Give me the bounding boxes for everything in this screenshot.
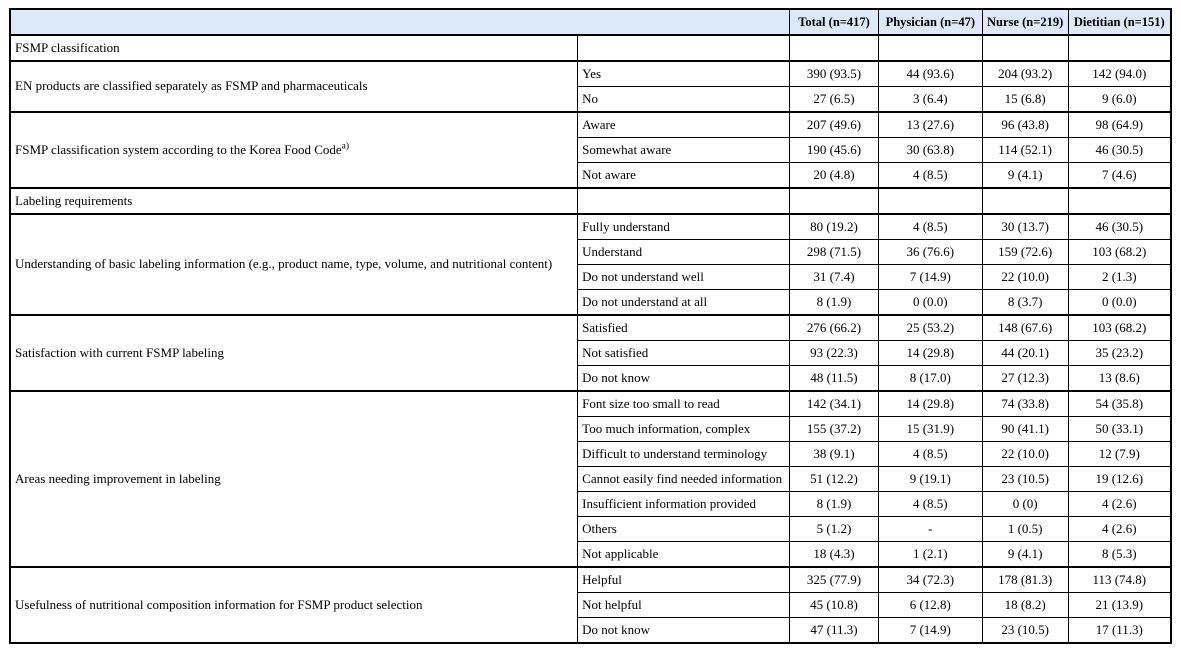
option-cell: Fully understand [578, 214, 790, 240]
value-cell: 35 (23.2) [1068, 341, 1171, 366]
value-cell: 8 (3.7) [982, 290, 1068, 316]
empty-value-cell [982, 188, 1068, 214]
table-row [10, 112, 1171, 138]
value-cell: 44 (93.6) [878, 61, 982, 87]
value-cell: 36 (76.6) [878, 240, 982, 265]
value-cell: 74 (33.8) [982, 391, 1068, 417]
value-cell: 51 (12.2) [790, 467, 879, 492]
value-cell: 114 (52.1) [982, 138, 1068, 163]
option-cell: Others [578, 517, 790, 542]
question-label: EN products are classified separately as FSMP and pharmaceuticals [15, 78, 368, 94]
column-header-nurse: Nurse (n=219) [982, 9, 1068, 35]
question-label: Satisfaction with current FSMP labeling [15, 344, 224, 360]
value-cell: 148 (67.6) [982, 315, 1068, 341]
header-row [10, 9, 1171, 35]
value-cell: 5 (1.2) [790, 517, 879, 542]
option-cell: Not aware [578, 163, 790, 189]
empty-value-cell [982, 35, 1068, 61]
table-row [10, 214, 1171, 240]
value-cell: 4 (8.5) [878, 442, 982, 467]
value-cell: 142 (34.1) [790, 391, 879, 417]
value-cell: 46 (30.5) [1068, 214, 1171, 240]
empty-option-cell [578, 188, 790, 214]
value-cell: 47 (11.3) [790, 618, 879, 644]
table-row [10, 391, 1171, 417]
value-cell: 8 (1.9) [790, 290, 879, 316]
option-cell: Difficult to understand terminology [578, 442, 790, 467]
value-cell: 204 (93.2) [982, 61, 1068, 87]
question-cell [10, 567, 578, 643]
empty-value-cell [790, 188, 879, 214]
value-cell: 1 (0.5) [982, 517, 1068, 542]
value-cell: 80 (19.2) [790, 214, 879, 240]
question-cell [10, 112, 578, 188]
option-cell: Not helpful [578, 593, 790, 618]
column-header-total: Total (n=417) [790, 9, 879, 35]
value-cell: 276 (66.2) [790, 315, 879, 341]
value-cell: 9 (6.0) [1068, 87, 1171, 113]
value-cell: 103 (68.2) [1068, 240, 1171, 265]
option-cell: Do not understand at all [578, 290, 790, 316]
empty-option-cell [578, 35, 790, 61]
question-cell [10, 315, 578, 391]
header-empty-cell [10, 9, 790, 35]
value-cell: 15 (6.8) [982, 87, 1068, 113]
value-cell: 13 (8.6) [1068, 366, 1171, 392]
value-cell: 3 (6.4) [878, 87, 982, 113]
value-cell: 14 (29.8) [878, 341, 982, 366]
option-cell: Helpful [578, 567, 790, 593]
question-cell [10, 214, 578, 315]
option-cell: Satisfied [578, 315, 790, 341]
question-label: Usefulness of nutritional composition information for FSMP product selection [15, 596, 423, 612]
value-cell: 4 (2.6) [1068, 517, 1171, 542]
value-cell: 155 (37.2) [790, 417, 879, 442]
value-cell: 113 (74.8) [1068, 567, 1171, 593]
value-cell: 93 (22.3) [790, 341, 879, 366]
question-cell [10, 391, 578, 567]
value-cell: 23 (10.5) [982, 467, 1068, 492]
value-cell: 8 (5.3) [1068, 542, 1171, 568]
table-body [10, 35, 1171, 643]
footnote-marker: a) [341, 141, 350, 152]
option-cell: Insufficient information provided [578, 492, 790, 517]
value-cell: 46 (30.5) [1068, 138, 1171, 163]
value-cell: 190 (45.6) [790, 138, 879, 163]
value-cell: 390 (93.5) [790, 61, 879, 87]
option-cell: Do not know [578, 618, 790, 644]
value-cell: 0 (0) [982, 492, 1068, 517]
value-cell: 6 (12.8) [878, 593, 982, 618]
value-cell: 19 (12.6) [1068, 467, 1171, 492]
value-cell: 298 (71.5) [790, 240, 879, 265]
question-label: FSMP classification system according to the Korea Food Code [15, 141, 342, 157]
option-cell: No [578, 87, 790, 113]
value-cell: 96 (43.8) [982, 112, 1068, 138]
question-cell [10, 61, 578, 112]
value-cell: - [878, 517, 982, 542]
option-cell: Not satisfied [578, 341, 790, 366]
option-cell: Aware [578, 112, 790, 138]
value-cell: 0 (0.0) [1068, 290, 1171, 316]
table-row [10, 61, 1171, 87]
value-cell: 7 (4.6) [1068, 163, 1171, 189]
section-label-cell: Labeling requirements [10, 188, 578, 214]
value-cell: 44 (20.1) [982, 341, 1068, 366]
value-cell: 325 (77.9) [790, 567, 879, 593]
value-cell: 9 (19.1) [878, 467, 982, 492]
value-cell: 18 (4.3) [790, 542, 879, 568]
option-cell: Font size too small to read [578, 391, 790, 417]
empty-value-cell [790, 35, 879, 61]
value-cell: 159 (72.6) [982, 240, 1068, 265]
empty-value-cell [1068, 188, 1171, 214]
fsmp-survey-table [9, 8, 1172, 644]
value-cell: 1 (2.1) [878, 542, 982, 568]
value-cell: 12 (7.9) [1068, 442, 1171, 467]
value-cell: 48 (11.5) [790, 366, 879, 392]
value-cell: 178 (81.3) [982, 567, 1068, 593]
value-cell: 27 (12.3) [982, 366, 1068, 392]
question-label: Understanding of basic labeling information (e.g., product name, type, volume, and nutritional content) [15, 256, 553, 272]
value-cell: 4 (8.5) [878, 492, 982, 517]
empty-value-cell [1068, 35, 1171, 61]
question-label: Areas needing improvement in labeling [15, 470, 221, 486]
value-cell: 21 (13.9) [1068, 593, 1171, 618]
value-cell: 4 (8.5) [878, 163, 982, 189]
empty-value-cell [878, 188, 982, 214]
value-cell: 23 (10.5) [982, 618, 1068, 644]
option-cell: Not applicable [578, 542, 790, 568]
option-cell: Do not understand well [578, 265, 790, 290]
value-cell: 15 (31.9) [878, 417, 982, 442]
value-cell: 9 (4.1) [982, 542, 1068, 568]
option-cell: Too much information, complex [578, 417, 790, 442]
value-cell: 7 (14.9) [878, 618, 982, 644]
option-cell: Do not know [578, 366, 790, 392]
option-cell: Understand [578, 240, 790, 265]
section-label-cell: FSMP classification [10, 35, 578, 61]
value-cell: 30 (13.7) [982, 214, 1068, 240]
value-cell: 34 (72.3) [878, 567, 982, 593]
value-cell: 7 (14.9) [878, 265, 982, 290]
value-cell: 142 (94.0) [1068, 61, 1171, 87]
value-cell: 38 (9.1) [790, 442, 879, 467]
value-cell: 45 (10.8) [790, 593, 879, 618]
value-cell: 20 (4.8) [790, 163, 879, 189]
value-cell: 8 (17.0) [878, 366, 982, 392]
option-cell: Yes [578, 61, 790, 87]
value-cell: 4 (2.6) [1068, 492, 1171, 517]
section-row [10, 35, 1171, 61]
value-cell: 98 (64.9) [1068, 112, 1171, 138]
table-row [10, 315, 1171, 341]
value-cell: 27 (6.5) [790, 87, 879, 113]
value-cell: 2 (1.3) [1068, 265, 1171, 290]
value-cell: 14 (29.8) [878, 391, 982, 417]
value-cell: 22 (10.0) [982, 442, 1068, 467]
empty-value-cell [878, 35, 982, 61]
value-cell: 0 (0.0) [878, 290, 982, 316]
value-cell: 8 (1.9) [790, 492, 879, 517]
value-cell: 25 (53.2) [878, 315, 982, 341]
value-cell: 31 (7.4) [790, 265, 879, 290]
table-row [10, 567, 1171, 593]
value-cell: 90 (41.1) [982, 417, 1068, 442]
value-cell: 207 (49.6) [790, 112, 879, 138]
option-cell: Cannot easily find needed information [578, 467, 790, 492]
value-cell: 9 (4.1) [982, 163, 1068, 189]
value-cell: 18 (8.2) [982, 593, 1068, 618]
value-cell: 50 (33.1) [1068, 417, 1171, 442]
option-cell: Somewhat aware [578, 138, 790, 163]
column-header-dietitian: Dietitian (n=151) [1068, 9, 1171, 35]
value-cell: 54 (35.8) [1068, 391, 1171, 417]
value-cell: 17 (11.3) [1068, 618, 1171, 644]
value-cell: 4 (8.5) [878, 214, 982, 240]
value-cell: 30 (63.8) [878, 138, 982, 163]
value-cell: 13 (27.6) [878, 112, 982, 138]
value-cell: 103 (68.2) [1068, 315, 1171, 341]
section-row [10, 188, 1171, 214]
column-header-physician: Physician (n=47) [878, 9, 982, 35]
value-cell: 22 (10.0) [982, 265, 1068, 290]
